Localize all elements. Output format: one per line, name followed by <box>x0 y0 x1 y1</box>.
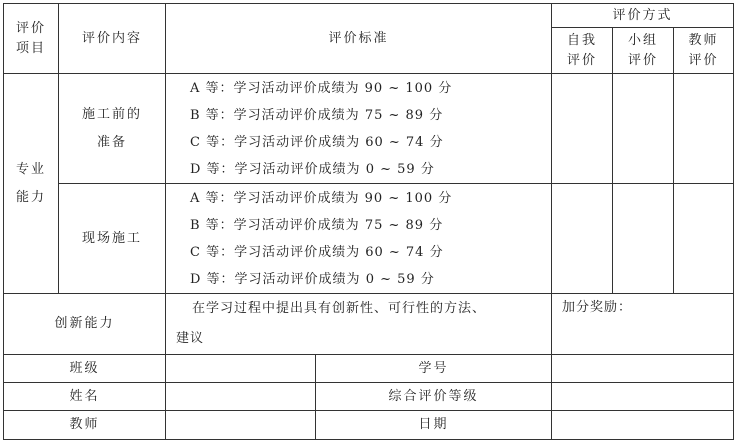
header-group-cell: 小组 评价 <box>613 28 674 74</box>
bonus-cell[interactable]: 加分奖励： <box>552 294 734 355</box>
criteria-line: D 等：学习活动评价成绩为 0 ~ 59 分 <box>190 271 435 287</box>
section-site-criteria-cell <box>166 184 552 294</box>
student-no-label: 学号 <box>316 355 552 383</box>
criteria-line: B 等：学习活动评价成绩为 75 ~ 89 分 <box>190 217 444 233</box>
header-content-cell: 评价内容 <box>59 4 166 74</box>
header-standard-cell: 评价标准 <box>166 4 552 74</box>
section-site-group-score[interactable] <box>613 184 674 294</box>
teacher-label: 教师 <box>4 411 166 440</box>
section-prep-self-score[interactable] <box>552 74 613 184</box>
section-site-name-cell: 现场施工 <box>59 184 166 294</box>
section-prep-group-score[interactable] <box>613 74 674 184</box>
header-self-cell: 自我 评价 <box>552 28 613 74</box>
date-label: 日期 <box>316 411 552 440</box>
innovation-label-cell: 创新能力 <box>4 294 166 355</box>
section-prep-criteria-cell <box>166 74 552 184</box>
criteria-line: B 等：学习活动评价成绩为 75 ~ 89 分 <box>190 107 444 123</box>
evaluation-table <box>3 3 734 440</box>
criteria-line: A 等：学习活动评价成绩为 90 ~ 100 分 <box>190 80 453 96</box>
name-label: 姓名 <box>4 383 166 411</box>
section-prep-teacher-score[interactable] <box>674 74 734 184</box>
header-teacher-cell: 教师 评价 <box>674 28 734 74</box>
section-prep-name-cell: 施工前的 准备 <box>59 74 166 184</box>
student-no-value[interactable] <box>552 355 734 383</box>
criteria-line: C 等：学习活动评价成绩为 60 ~ 74 分 <box>190 244 444 260</box>
teacher-value[interactable] <box>166 411 316 440</box>
innovation-text-cell: 在学习过程中提出具有创新性、可行性的方法、 建议 <box>166 294 552 355</box>
header-item-cell: 评价 项目 <box>4 4 59 74</box>
section-site-self-score[interactable] <box>552 184 613 294</box>
header-method-cell: 评价方式 <box>552 4 734 28</box>
grade-label: 综合评价等级 <box>316 383 552 411</box>
criteria-line: C 等：学习活动评价成绩为 60 ~ 74 分 <box>190 134 444 150</box>
name-value[interactable] <box>166 383 316 411</box>
professional-ability-cell: 专业 能力 <box>4 74 59 294</box>
class-label: 班级 <box>4 355 166 383</box>
grade-value[interactable] <box>552 383 734 411</box>
section-site-teacher-score[interactable] <box>674 184 734 294</box>
criteria-line: D 等：学习活动评价成绩为 0 ~ 59 分 <box>190 161 435 177</box>
class-value[interactable] <box>166 355 316 383</box>
date-value[interactable] <box>552 411 734 440</box>
criteria-line: A 等：学习活动评价成绩为 90 ~ 100 分 <box>190 190 453 206</box>
